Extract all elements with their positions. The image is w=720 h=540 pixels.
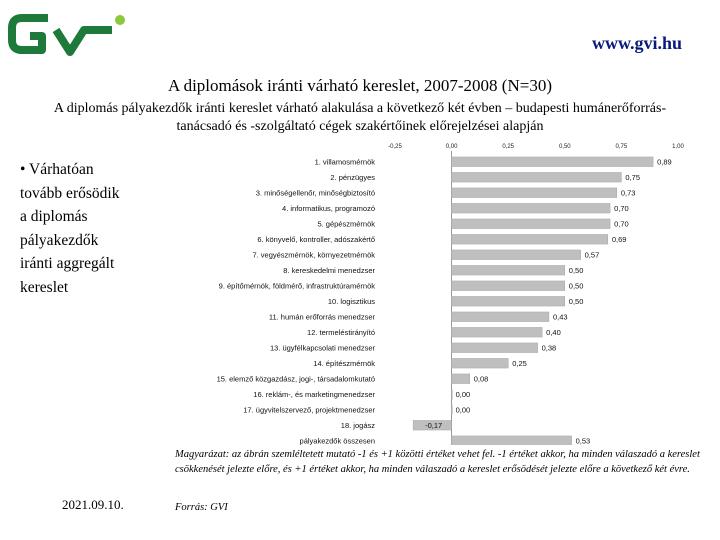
logo-dot [115,15,125,25]
bullet-text: • Várhatóan tovább erősödik a diplomás pályakezdők iránti aggregált kereslet [20,161,120,296]
slide-date: 2021.09.10. [62,497,124,512]
bar-15 [452,374,470,384]
category-label: 11. humán erőforrás menedzser [268,312,375,322]
category-label: 12. termeléstirányító [307,327,375,337]
site-url[interactable]: www.gvi.hu [591,33,682,53]
explanation-note: Magyarázat: az ábrán szemléltetett mutató -1 és +1 közötti értéket vehet fel. -1 értéket akkor, ha minden válaszadó a kereslet csökkenését jelezte előre, és +1 értéket akkor, ha minden válaszadó a kereslet erősödését jelezte előre a következő két évre. [175,449,700,475]
bar-1 [452,157,653,167]
value-label: 0,50 [568,281,584,291]
x-tick-label: -0,25 [388,144,402,150]
category-label: 2. pénzügyes [330,172,375,182]
value-label: -0,17 [425,420,443,430]
category-label: 3. minőségellenőr, minőségbiztosító [255,188,375,198]
value-label: 0,25 [512,358,527,368]
bar-17 [452,405,453,415]
bar-12 [452,327,543,337]
value-label: 0,53 [575,436,591,445]
category-label: 10. logisztikus [327,296,375,306]
category-label: 7. vegyészmérnök, környezetmérnök [252,250,375,260]
value-label: 0,89 [657,157,672,167]
value-label: 0,00 [455,405,471,415]
bar-13 [452,343,538,353]
category-label: 18. jogász [340,420,375,430]
x-tick-label: 0,75 [615,144,628,150]
x-tick-label: 0,50 [558,144,571,150]
value-label: 0,08 [473,374,489,384]
bar-14 [452,358,509,368]
x-tick-label: 1,00 [672,144,684,150]
value-label: 0,50 [568,265,584,275]
value-label: 0,57 [584,250,600,260]
value-label: 0,43 [552,312,568,322]
gvi-logo [8,10,128,60]
logo-v-mark [56,30,112,52]
value-label: 0,73 [620,188,636,198]
bar-5 [452,219,610,229]
value-label: 0,40 [546,327,561,337]
category-label: 4. informatikus, programozó [282,203,375,213]
x-tick-label: 0,25 [502,144,515,150]
category-label: 9. építőmérnök, földmérő, infrastruktúramérnök [218,281,375,291]
category-label: 15. elemző közgazdász, jogi-, társadalomkutató [216,374,375,384]
page-title: A diplomások iránti várható kereslet, 2007-2008 (N=30) [168,76,552,95]
category-label: 6. könyvelő, kontroller, adószakértő [257,234,375,244]
page-subtitle: A diplomás pályakezdők iránti kereslet várható alakulása a következő két évben – budapesti humánerőforrás-tanácsadó és -szolgáltató cégek szakértőinek előrejelzései alapján [53,101,667,134]
bar-7 [452,250,581,260]
category-label: 8. kereskedelmi menedzser [283,265,375,275]
value-label: 0,75 [625,172,641,182]
x-tick-label: 0,00 [445,144,458,150]
category-label: 1. villamosmérnök [314,157,375,167]
logo-g-mark [12,18,48,50]
category-label: 16. reklám-, és marketingmenedzser [253,389,375,399]
bar-11 [452,312,549,322]
bar-3 [452,188,617,198]
value-label: 0,38 [541,343,557,353]
bar-4 [452,203,610,213]
bar-chart [170,140,690,445]
value-label: 0,50 [568,296,584,306]
category-label: 5. gépészmérnök [317,219,375,229]
category-label: 14. építészmérnök [313,358,375,368]
source-note: Forrás: GVI [175,502,228,513]
value-label: 0,70 [614,203,629,213]
bar-10 [452,296,565,306]
category-label: 13. ügyfélkapcsolati menedzser [269,343,375,353]
value-label: 0,00 [455,389,471,399]
bar-8 [452,265,565,275]
bar-16 [452,389,453,399]
value-label: 0,70 [614,219,629,229]
bar-9 [452,281,565,291]
category-label: 17. ügyvitelszervező, projektmenedzser [243,405,375,415]
bar-6 [452,234,608,244]
category-label: pályakezdők összesen [299,436,375,445]
bar-2 [452,172,622,182]
bar-19 [452,436,572,445]
value-label: 0,69 [611,234,627,244]
